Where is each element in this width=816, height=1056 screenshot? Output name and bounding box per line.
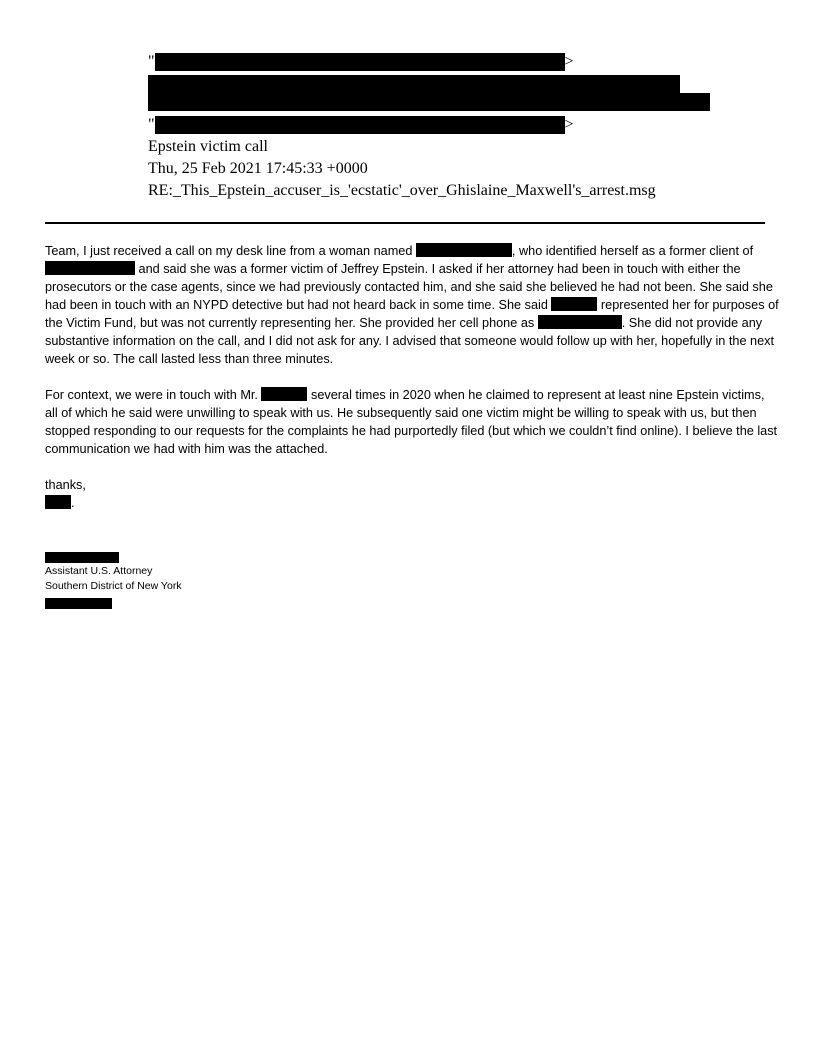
body-paragraph: Team, I just received a call on my desk line from a woman named , who identified herself as a former client of and said she was a former victim of Jeffrey Epstein. I asked if her attorney had been in touch with either the prosecutors or the case agents, since we had previously contacted him, and she said she believed he had not been. She said she had been in touch with an NYPD detective but had not heard back in some time. She said represented her for purposes of the Victim Fund, but was not currently representing her. She provided her cell phone as . She did not provide any substantive information on the call, and I did not ask for any. I advised that someone would follow up with her, hopefully in the next week or so. The call lasted less than three minutes. — [45, 244, 779, 366]
redaction-box — [148, 75, 680, 93]
header-divider — [45, 222, 765, 224]
redaction-box — [538, 315, 622, 329]
redaction-box — [261, 387, 307, 401]
redaction-box — [551, 297, 597, 311]
signature-title: Assistant U.S. Attorney — [45, 565, 153, 577]
email-body — [45, 242, 780, 512]
redaction-box — [148, 93, 710, 111]
body-paragraph: For context, we were in touch with Mr. several times in 2020 when he claimed to represent at least nine Epstein victims, all of which he said were unwilling to speak with us. He subsequently said one victim might be willing to speak with us, but then stopped responding to our requests for the complaints he had purportedly filed (but which we couldn’t find online). I believe the last communication we had with him was the attached. — [45, 388, 778, 456]
closing: thanks, . — [45, 478, 86, 510]
redaction-box — [45, 598, 112, 609]
signature-office: Southern District of New York — [45, 580, 182, 592]
redaction-box — [45, 552, 119, 563]
redaction-box — [155, 116, 565, 134]
redaction-box — [45, 261, 135, 275]
to-value — [148, 74, 680, 94]
redaction-box — [155, 53, 565, 71]
embedded-attachment-link[interactable]: RE:_This_Epstein_accuser_is_'ecstatic'_over_Ghislaine_Maxwell's_arrest.msg — [148, 182, 656, 199]
date-value: Thu, 25 Feb 2021 17:45:33 +0000 — [148, 160, 368, 177]
subject-value: Epstein victim call — [148, 138, 268, 155]
redaction-box — [45, 495, 71, 509]
from-value: " > — [148, 53, 574, 70]
redaction-box — [416, 243, 512, 257]
cc-value: " > — [148, 116, 574, 133]
